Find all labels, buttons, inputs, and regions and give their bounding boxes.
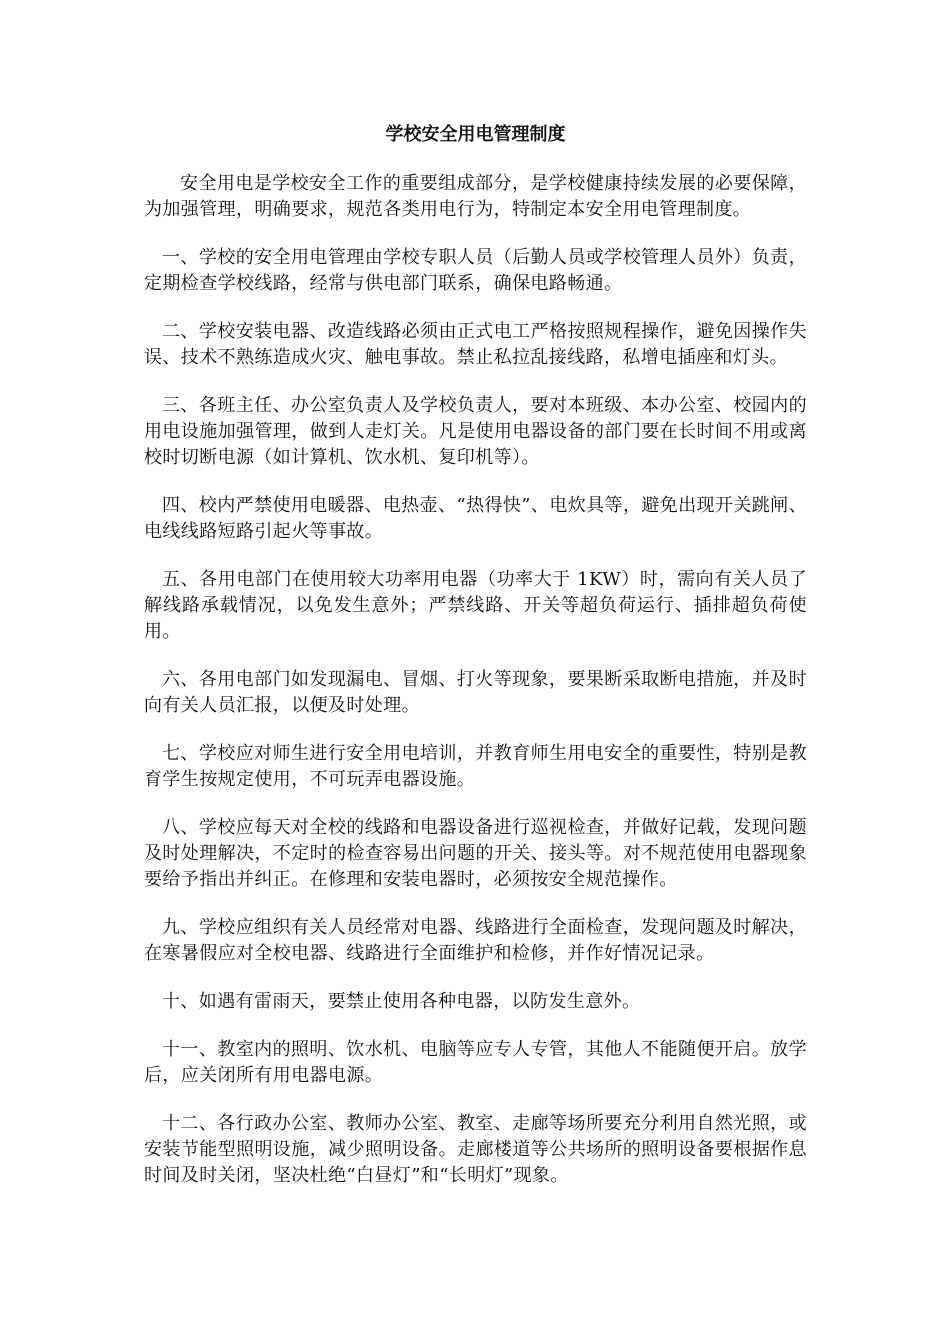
clause-4: 四、校内严禁使用电暖器、电热壶、“热得快”、电炊具等，避免出现开关跳闸、电线线路短路引起火等事故。 — [144, 495, 807, 542]
clause-2: 二、学校安装电器、改造线路必须由正式电工严格按照规程操作，避免因操作失误、技术不熟练造成火灾、触电事故。禁止私拉乱接线路，私增电插座和灯头。 — [144, 321, 807, 368]
clause-12: 十二、各行政办公室、教师办公室、教室、走廊等场所要充分利用自然光照，或安装节能型照明设施，减少照明设备。走廊楼道等公共场所的照明设备要根据作息时间及时关闭，坚决杜绝“白昼灯”和“长明灯”现象。 — [144, 1113, 807, 1186]
clause-5: 五、各用电部门在使用较大功率用电器（功率大于 1KW）时，需向有关人员了解线路承载情况，以免发生意外；严禁线路、开关等超负荷运行、插排超负荷使用。 — [144, 569, 807, 642]
document-body — [144, 122, 807, 1211]
clause-9: 九、学校应组织有关人员经常对电器、线路进行全面检查，发现问题及时解决，在寒暑假应对全校电器、线路进行全面维护和检修，并作好情况记录。 — [144, 917, 807, 964]
document-title: 学校安全用电管理制度 — [385, 124, 566, 145]
clause-11: 十一、教室内的照明、饮水机、电脑等应专人专管，其他人不能随便开启。放学后，应关闭所有用电器电源。 — [144, 1039, 807, 1086]
clause-8: 八、学校应每天对全校的线路和电器设备进行巡视检查，并做好记载，发现问题及时处理解决，不定时的检查容易出问题的开关、接头等。对不规范使用电器现象要给予指出并纠正。在修理和安装电器时，必须按安全规范操作。 — [144, 817, 807, 890]
clause-7: 七、学校应对师生进行安全用电培训，并教育师生用电安全的重要性，特别是教育学生按规定使用，不可玩弄电器设施。 — [144, 743, 807, 790]
clause-3: 三、各班主任、办公室负责人及学校负责人，要对本班级、本办公室、校园内的用电设施加强管理，做到人走灯关。凡是使用电器设备的部门要在长时间不用或离校时切断电源（如计算机、饮水机、复印机等）。 — [144, 395, 807, 468]
intro-paragraph: 安全用电是学校安全工作的重要组成部分，是学校健康持续发展的必要保障，为加强管理，明确要求，规范各类用电行为，特制定本安全用电管理制度。 — [144, 173, 807, 220]
clause-1: 一、学校的安全用电管理由学校专职人员（后勤人员或学校管理人员外）负责，定期检查学校线路，经常与供电部门联系，确保电路畅通。 — [144, 247, 807, 294]
clause-10: 十、如遇有雷雨天，要禁止使用各种电器，以防发生意外。 — [162, 991, 641, 1012]
clause-6: 六、各用电部门如发现漏电、冒烟、打火等现象，要果断采取断电措施，并及时向有关人员汇报，以便及时处理。 — [144, 669, 807, 716]
